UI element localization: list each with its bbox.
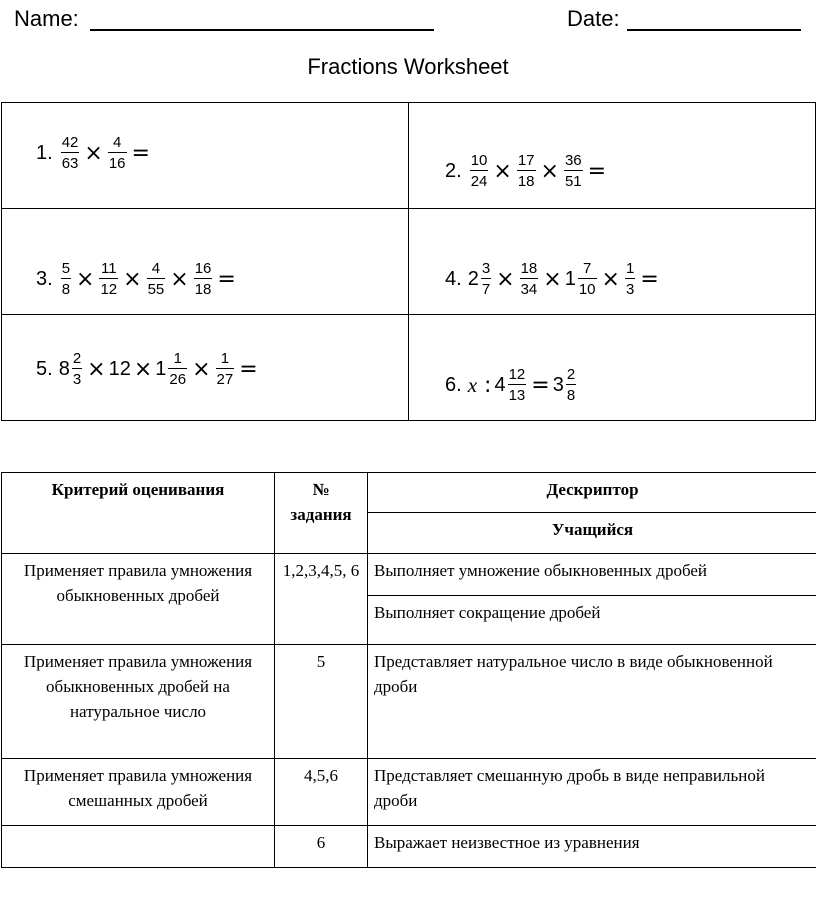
fraction <box>578 261 597 297</box>
times-sign: × <box>192 356 211 382</box>
name-label: Name: <box>14 6 79 31</box>
fraction <box>99 261 118 297</box>
equals-sign: = <box>587 158 607 184</box>
denominator: 10 <box>578 278 597 297</box>
whole-number: 1 <box>155 357 167 380</box>
denominator: 63 <box>61 152 80 171</box>
numerator: 1 <box>173 350 182 367</box>
numerator: 3 <box>481 260 491 277</box>
fraction <box>470 153 489 189</box>
descriptor-cell: Представляет смешанную дробь в виде неправильной дроби <box>368 759 816 826</box>
descriptor-cell: Представляет натуральное число в виде обыкновенной дроби <box>368 645 816 759</box>
problem-cell-1 <box>2 103 409 209</box>
fraction <box>72 351 82 387</box>
problem-1 <box>36 135 153 171</box>
header-descriptor: Дескриптор <box>368 473 816 513</box>
numerator: 36 <box>564 152 582 169</box>
problem-number: 6. <box>445 373 462 396</box>
fraction <box>508 367 527 403</box>
descriptor-cell: Выполняет умножение обыкновенных дробей <box>368 554 816 596</box>
task-no-cell: 1,2,3,4,5, 6 <box>275 554 368 645</box>
header-task-no: № задания <box>275 473 368 554</box>
denominator: 13 <box>508 384 527 403</box>
fraction <box>194 261 213 297</box>
name-field[interactable] <box>90 29 434 31</box>
times-sign: × <box>543 266 562 292</box>
fraction <box>564 153 583 189</box>
task-no-cell: 6 <box>275 826 368 868</box>
date-label: Date: <box>567 6 620 31</box>
numerator: 42 <box>61 134 79 151</box>
problem-number: 5. <box>36 357 53 380</box>
fraction <box>625 261 635 297</box>
denominator: 26 <box>168 368 187 387</box>
problem-cell-5 <box>2 315 409 421</box>
times-sign: × <box>170 266 189 292</box>
numerator: 10 <box>470 152 488 169</box>
fraction <box>147 261 166 297</box>
criteria-table <box>1 472 816 868</box>
problems-grid <box>1 102 816 421</box>
variable: x <box>467 372 478 397</box>
numerator: 7 <box>583 260 592 277</box>
criterion-cell: Применяет правила умножения обыкновенных дробей <box>2 554 275 645</box>
numerator: 18 <box>520 260 538 277</box>
times-sign: × <box>123 266 142 292</box>
problem-cell-4 <box>409 209 816 315</box>
fraction <box>216 351 235 387</box>
times-sign: × <box>496 266 515 292</box>
whole-number: 4 <box>494 373 506 396</box>
task-no-cell: 4,5,6 <box>275 759 368 826</box>
times-sign: × <box>601 266 620 292</box>
denominator: 51 <box>564 170 583 189</box>
problem-cell-2 <box>409 103 816 209</box>
problem-4 <box>445 261 662 297</box>
fraction <box>108 135 127 171</box>
fraction <box>61 261 71 297</box>
denominator: 8 <box>566 384 576 403</box>
criterion-cell: Применяет правила умножения смешанных дробей <box>2 759 275 826</box>
page-title: Fractions Worksheet <box>307 54 509 79</box>
denominator: 27 <box>216 368 235 387</box>
criterion-cell: Применяет правила умножения обыкновенных дробей на натуральное число <box>2 645 275 759</box>
criterion-cell-empty <box>2 826 275 868</box>
whole-number: 12 <box>108 357 131 380</box>
descriptor-cell: Выполняет сокращение дробей <box>368 596 816 645</box>
problem-5 <box>36 351 261 387</box>
numerator: 1 <box>625 260 635 277</box>
denominator: 24 <box>470 170 489 189</box>
whole-number: 8 <box>58 357 70 380</box>
fraction <box>61 135 80 171</box>
header-student: Учащийся <box>368 513 816 554</box>
numerator: 1 <box>220 350 230 367</box>
fraction <box>517 153 536 189</box>
denominator: 55 <box>147 278 166 297</box>
denominator: 8 <box>61 278 71 297</box>
fraction <box>520 261 539 297</box>
equals-sign: = <box>640 266 659 292</box>
problem-number: 1. <box>36 141 53 164</box>
date-field[interactable] <box>627 29 801 31</box>
times-sign: × <box>87 356 106 382</box>
task-no-cell: 5 <box>275 645 368 759</box>
numerator: 16 <box>194 260 212 277</box>
fraction <box>168 351 187 387</box>
whole-number: 1 <box>564 267 576 290</box>
times-sign: × <box>493 158 512 184</box>
whole-number: 2 <box>467 267 479 290</box>
fraction <box>566 367 576 403</box>
denominator: 18 <box>517 170 536 189</box>
denominator: 3 <box>72 368 82 387</box>
numerator: 17 <box>517 152 535 169</box>
equals-sign: = <box>131 140 150 166</box>
denominator: 7 <box>481 278 491 297</box>
equals-sign: = <box>217 266 236 292</box>
equals-sign: = <box>239 356 258 382</box>
denominator: 16 <box>108 152 127 171</box>
problem-3 <box>36 261 239 297</box>
descriptor-cell: Выражает неизвестное из уравнения <box>368 826 816 868</box>
times-sign: × <box>76 266 95 292</box>
problem-2 <box>445 153 609 189</box>
denominator: 18 <box>194 278 213 297</box>
numerator: 2 <box>566 366 576 383</box>
times-sign: × <box>540 158 559 184</box>
numerator: 4 <box>112 134 122 151</box>
problem-number: 2. <box>445 159 462 182</box>
problem-cell-3 <box>2 209 409 315</box>
whole-number: 3 <box>552 373 564 396</box>
numerator: 11 <box>101 260 117 277</box>
numerator: 2 <box>72 350 82 367</box>
problem-cell-6 <box>409 315 816 421</box>
denominator: 12 <box>99 278 118 297</box>
problem-6 <box>445 367 578 403</box>
numerator: 4 <box>151 260 161 277</box>
numerator: 5 <box>61 260 71 277</box>
times-sign: × <box>84 140 103 166</box>
times-sign: × <box>133 356 153 382</box>
colon-sign: : <box>484 372 492 398</box>
problem-number: 4. <box>445 267 462 290</box>
denominator: 34 <box>520 278 539 297</box>
numerator: 12 <box>508 366 526 383</box>
fraction <box>481 261 491 297</box>
header-criterion: Критерий оценивания <box>2 473 275 554</box>
denominator: 3 <box>625 278 635 297</box>
equals-sign: = <box>531 372 550 398</box>
problem-number: 3. <box>36 267 53 290</box>
